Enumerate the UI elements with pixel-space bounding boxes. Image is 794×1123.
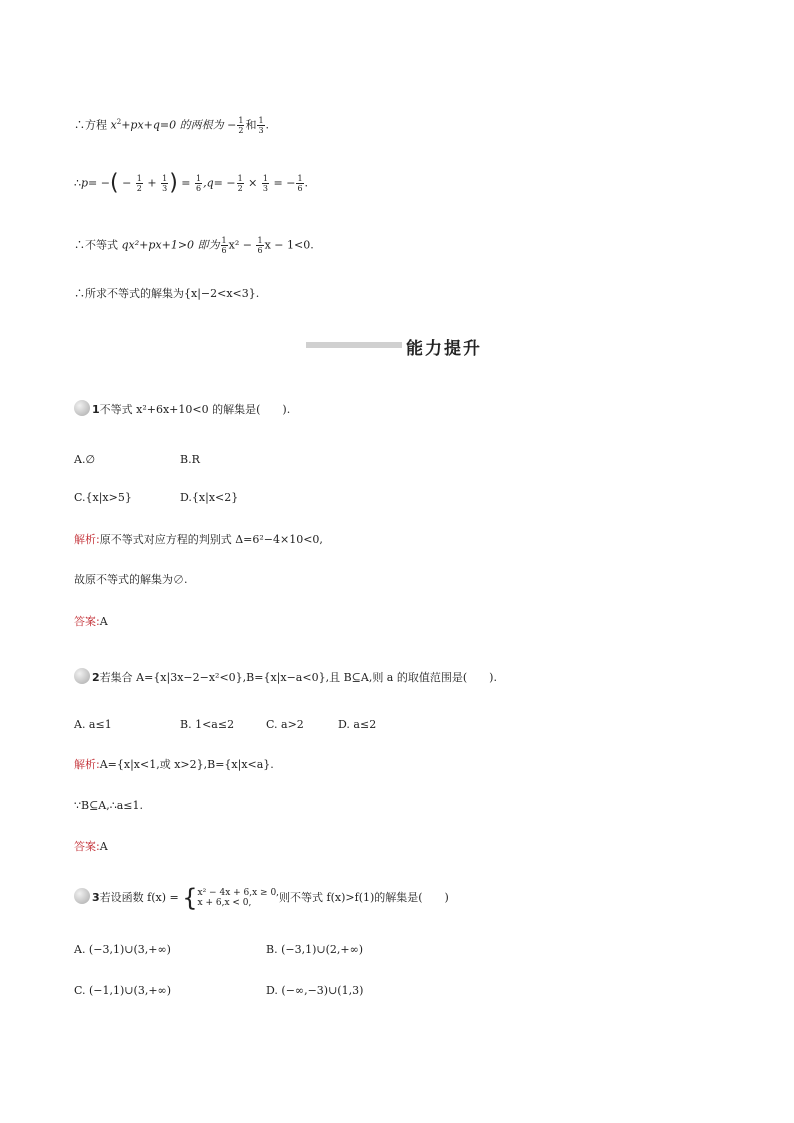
text: ∴不等式: [74, 238, 122, 252]
question-circle-icon: [74, 668, 90, 684]
section-bar: [306, 342, 402, 348]
solution-line-roots: ∴方程 $x^2+px+q=0$ 的两根为 − $\frac{1}{2}$ 和 $\frac{1}{3}$ .: [74, 116, 270, 136]
text: x: [110, 118, 117, 132]
left-brace: {: [182, 884, 198, 912]
left-paren: (: [109, 170, 119, 196]
denominator: 2: [136, 184, 142, 193]
solution-line-inequality: [74, 236, 314, 255]
fraction: [237, 174, 244, 193]
numerator: 1: [257, 236, 263, 245]
numerator: 1: [262, 174, 268, 183]
text: ∴: [74, 176, 81, 190]
fraction: [262, 174, 269, 193]
numerator: 1: [196, 174, 202, 183]
text: p: [81, 176, 89, 190]
question-number: 2: [92, 671, 100, 684]
text: = −: [213, 176, 236, 190]
text: +px+q=0 的两根为 −: [121, 118, 237, 132]
q1-option-d: D.{x|x<2}: [180, 491, 239, 504]
text: −: [118, 176, 135, 190]
fraction: [256, 236, 263, 255]
question-circle-icon: [74, 400, 90, 416]
q1-option-b: B.R: [180, 453, 200, 466]
text: ,q: [203, 176, 214, 190]
q1-answer: [74, 614, 108, 630]
fraction: [257, 116, 264, 135]
q2-option-a: A. a≤1: [74, 718, 112, 731]
fraction: [221, 236, 228, 255]
denominator: 6: [297, 184, 303, 193]
text: .: [304, 176, 309, 190]
denominator: 2: [237, 184, 243, 193]
numerator: 1: [162, 174, 168, 183]
right-paren: ): [169, 170, 178, 196]
question-stem-suffix: 则不等式 f(x)>f(1)的解集是( ): [279, 891, 449, 904]
q2-analysis: [74, 757, 274, 773]
text: .: [265, 118, 270, 132]
denominator: 6: [221, 246, 227, 255]
denominator: 3: [262, 184, 268, 193]
denominator: 3: [162, 184, 168, 193]
numerator: 1: [297, 174, 303, 183]
piecewise-cases: [198, 888, 280, 908]
fraction: [195, 174, 202, 193]
case-1: x² − 4x + 6,x ≥ 0,: [197, 888, 280, 898]
text: = −: [88, 176, 110, 190]
q3-option-b: B. (−3,1)∪(2,+∞): [266, 943, 364, 956]
question-stem: 若设函数 f(x) =: [99, 891, 183, 904]
answer-value: A: [99, 840, 108, 853]
question-stem: 不等式 x²+6x+10<0 的解集是( ).: [99, 403, 291, 416]
section-title: 能力提升: [406, 339, 482, 359]
text: x² −: [228, 238, 256, 252]
q2-option-c: C. a>2: [266, 718, 304, 731]
numerator: 1: [221, 236, 227, 245]
q3-option-a: A. (−3,1)∪(3,+∞): [74, 943, 171, 956]
case-2: x + 6,x < 0,: [197, 898, 252, 908]
answer-value: A: [99, 615, 108, 628]
text: x − 1<0.: [264, 238, 314, 252]
denominator: 3: [258, 126, 264, 136]
answer-label: 答案:: [74, 615, 100, 628]
q2-analysis-2: ∵B⊆A,∴a≤1.: [74, 799, 144, 812]
numerator: 1: [238, 116, 244, 126]
numerator: 1: [136, 174, 142, 183]
q2-answer: [74, 839, 108, 855]
q1-analysis-2: 故原不等式的解集为∅.: [74, 573, 188, 586]
text: ×: [244, 176, 261, 190]
text: 和: [245, 118, 257, 132]
text: = −: [270, 176, 296, 190]
q3-option-c: C. (−1,1)∪(3,+∞): [74, 984, 171, 997]
answer-label: 答案:: [74, 840, 100, 853]
analysis-text: A={x|x<1,或 x>2},B={x|x<a}.: [99, 758, 274, 771]
text: qx²+px+1>0 即为: [121, 238, 220, 252]
fraction: [161, 174, 168, 193]
analysis-text: 原不等式对应方程的判别式 Δ=6²−4×10<0,: [99, 533, 323, 546]
question-number: 3: [92, 891, 100, 904]
numerator: 1: [258, 116, 264, 126]
denominator: 2: [238, 126, 244, 136]
question-3: [74, 884, 449, 912]
fraction: [136, 174, 143, 193]
analysis-label: 解析:: [74, 533, 100, 546]
denominator: 6: [196, 184, 202, 193]
solution-line-pq: [74, 170, 309, 196]
q1-analysis: [74, 532, 323, 548]
fraction: [296, 174, 303, 193]
solution-line-result: ∴所求不等式的解集为{x|−2<x<3}.: [74, 287, 260, 300]
question-number: 1: [92, 403, 100, 416]
text: ∴方程: [74, 118, 111, 132]
question-1: [74, 400, 290, 418]
fraction: [237, 116, 244, 135]
q3-option-d: D. (−∞,−3)∪(1,3): [266, 984, 364, 997]
question-circle-icon: [74, 888, 90, 904]
q1-option-c: C.{x|x>5}: [74, 491, 132, 504]
question-2: [74, 668, 497, 686]
analysis-label: 解析:: [74, 758, 100, 771]
q2-option-b: B. 1<a≤2: [180, 718, 235, 731]
question-stem: 若集合 A={x|3x−2−x²<0},B={x|x−a<0},且 B⊆A,则 a 的取值范围是( ).: [99, 671, 497, 684]
q1-option-a: A.∅: [74, 453, 96, 466]
text: +: [143, 176, 161, 190]
text: =: [177, 176, 195, 190]
numerator: 1: [237, 174, 243, 183]
q2-option-d: D. a≤2: [338, 718, 377, 731]
denominator: 6: [257, 246, 263, 255]
